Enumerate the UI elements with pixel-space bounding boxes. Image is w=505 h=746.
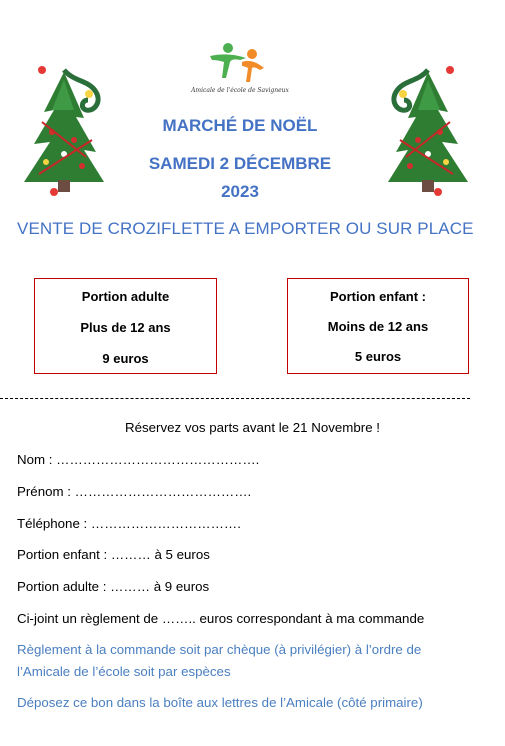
price-box-child-age: Moins de 12 ans	[327, 319, 429, 334]
event-year: 2023	[221, 182, 259, 201]
phone-field[interactable]: Téléphone : …………………………….	[17, 516, 241, 531]
price-box-adult-age: Plus de 12 ans	[80, 320, 171, 335]
payment-note-line2: l’Amicale de l’école soit par espèces	[17, 664, 231, 679]
logo-caption: Amicale de l'école de Savigneux	[191, 87, 289, 94]
firstname-field[interactable]: Prénom : ………………………………….	[17, 484, 252, 499]
event-subtitle: VENTE DE CROZIFLETTE A EMPORTER OU SUR PLACE	[17, 219, 474, 238]
price-box-child	[287, 278, 469, 374]
reserve-deadline: Réservez vos parts avant le 21 Novembre !	[125, 420, 380, 435]
price-box-child-title: Portion enfant :	[329, 289, 427, 304]
price-box-adult	[34, 278, 217, 374]
deposit-note: Déposez ce bon dans la boîte aux lettres de l’Amicale (côté primaire)	[17, 695, 423, 710]
amicale-logo	[180, 38, 300, 100]
price-box-adult-title: Portion adulte	[81, 289, 170, 304]
price-box-adult-price: 9 euros	[102, 351, 149, 366]
payment-note-line1: Règlement à la commande soit par chèque (à privilégier) à l’ordre de	[17, 642, 422, 657]
child-portion-field[interactable]: Portion enfant : ……… à 5 euros	[17, 547, 210, 562]
name-field[interactable]: Nom : ……………………………………….	[17, 452, 260, 467]
price-box-child-price: 5 euros	[354, 349, 402, 364]
cut-line	[0, 398, 470, 399]
payment-amount-field[interactable]: Ci-joint un règlement de …….. euros correspondant à ma commande	[17, 611, 425, 626]
event-title: MARCHÉ DE NOËL	[162, 116, 318, 135]
event-date: SAMEDI 2 DÉCEMBRE	[148, 154, 332, 173]
amicale-figures-icon	[180, 38, 300, 86]
adult-portion-field[interactable]: Portion adulte : ……… à 9 euros	[17, 579, 210, 594]
